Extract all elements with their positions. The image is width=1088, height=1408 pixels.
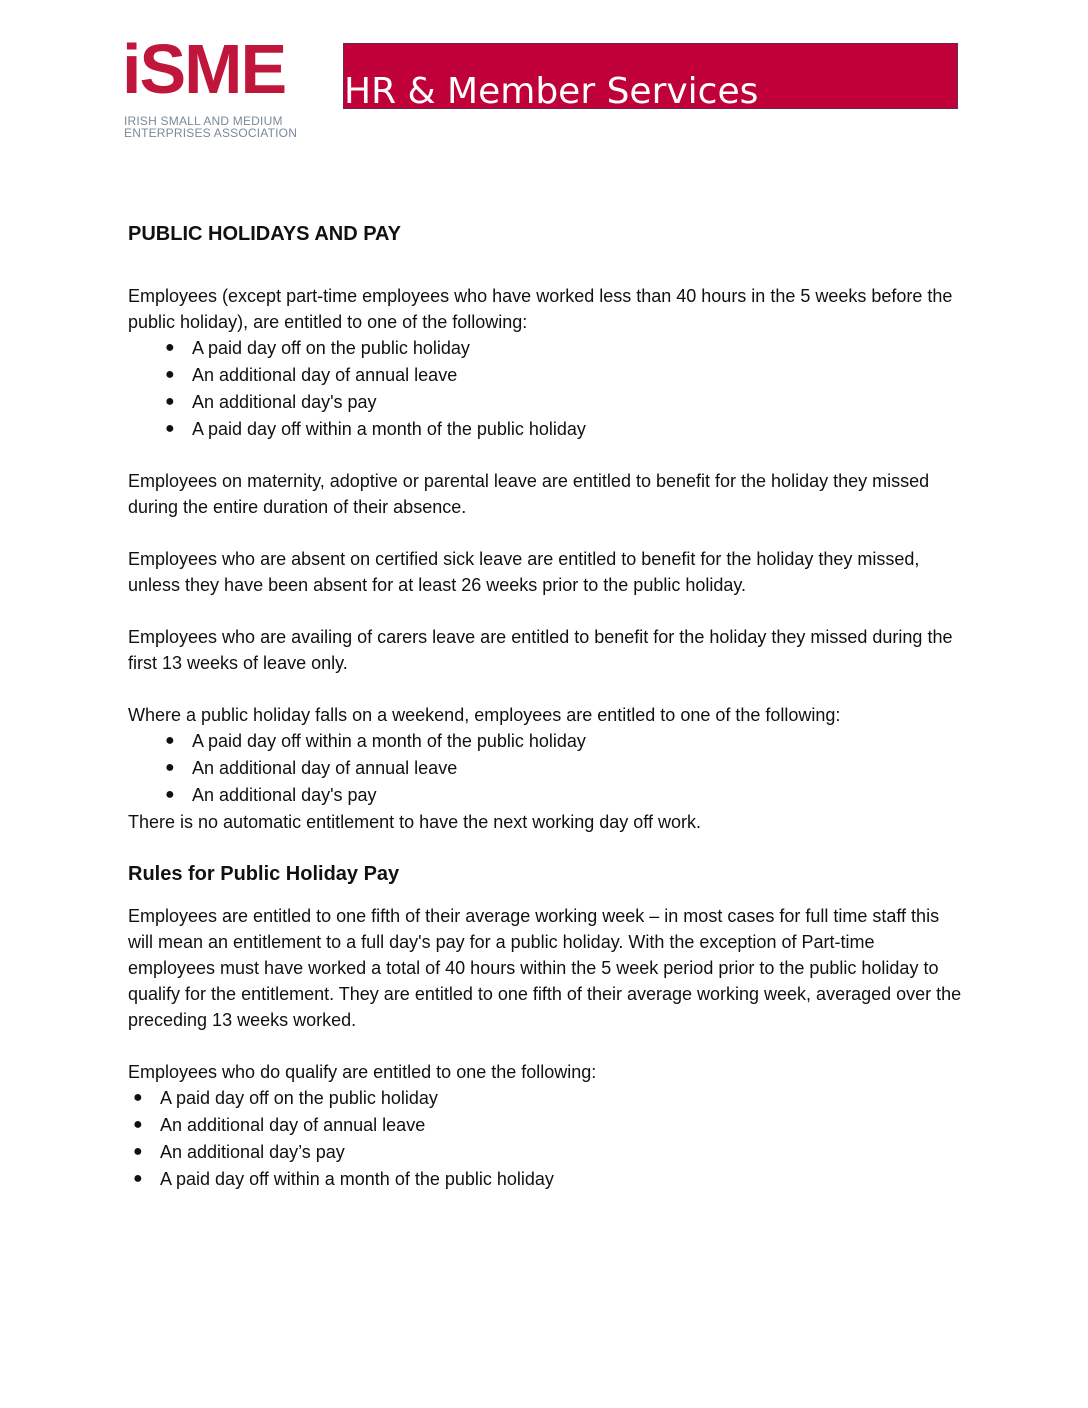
list-item: ● An additional day's pay — [192, 782, 963, 808]
list-item: ● An additional day of annual leave — [192, 362, 963, 388]
weekend-paragraph: Where a public holiday falls on a weekend, employees are entitled to one of the following: — [128, 705, 841, 725]
list-item: ● A paid day off within a month of the public holiday — [192, 728, 963, 754]
bullet-icon: ● — [133, 1143, 143, 1160]
bullet-icon: ● — [165, 732, 175, 749]
list-item: ● An additional day of annual leave — [160, 1112, 963, 1138]
bullet-icon: ● — [165, 420, 175, 437]
bullet-icon: ● — [165, 393, 175, 410]
section-heading: Rules for Public Holiday Pay — [128, 863, 400, 885]
header-banner — [343, 43, 958, 109]
sick-leave-paragraph: Employees who are absent on certified sick leave are entitled to benefit for the holiday they missed, unless they have been absent for at least 26 weeks prior to the public holiday. — [128, 549, 920, 595]
no-automatic-entitlement: There is no automatic entitlement to have the next working day off work. — [128, 812, 701, 832]
bullet-icon: ● — [165, 786, 175, 803]
isme-logo — [122, 30, 340, 143]
list-item: ● A paid day off on the public holiday — [192, 335, 963, 361]
bullet-icon: ● — [133, 1089, 143, 1106]
intro-list — [128, 335, 963, 442]
list-item: ● An additional day's pay — [192, 389, 963, 415]
list-item: ● An additional day of annual leave — [192, 755, 963, 781]
document-body — [128, 219, 963, 1193]
list-item: ● An additional day’s pay — [160, 1139, 963, 1165]
intro-paragraph: Employees (except part-time employees who have worked less than 40 hours in the 5 weeks before the public holiday), are entitled to one of the following: — [128, 286, 953, 332]
qualify-paragraph: Employees who do qualify are entitled to one the following: — [128, 1062, 597, 1082]
weekend-list — [128, 728, 963, 808]
carers-leave-paragraph: Employees who are availing of carers leave are entitled to benefit for the holiday they missed during the first 13 weeks of leave only. — [128, 627, 953, 673]
list-item: ● A paid day off within a month of the public holiday — [192, 416, 963, 442]
rules-paragraph: Employees are entitled to one fifth of their average working week – in most cases for full time staff this will mean an entitlement to a full day's pay for a public holiday. With the exception of Part-time employees must have worked a total of 40 hours within the 5 week period prior to the public holiday to qualify for the entitlement. They are entitled to one fifth of their average working week, averaged over the preceding 13 weeks worked. — [128, 906, 962, 1030]
bullet-icon: ● — [165, 366, 175, 383]
page-header — [122, 30, 958, 143]
bullet-icon: ● — [165, 759, 175, 776]
logo-wordmark: iSME — [122, 30, 286, 108]
list-item: ● A paid day off on the public holiday — [160, 1085, 963, 1111]
qualify-list — [128, 1085, 963, 1192]
page-title: PUBLIC HOLIDAYS AND PAY — [128, 223, 402, 245]
bullet-icon: ● — [133, 1116, 143, 1133]
list-item: ● A paid day off within a month of the public holiday — [160, 1166, 963, 1192]
logo-subtitle: IRISH SMALL AND MEDIUM ENTERPRISES ASSOCIATION — [124, 114, 298, 140]
bullet-icon: ● — [133, 1170, 143, 1187]
bullet-icon: ● — [165, 339, 175, 356]
banner-title: HR & Member Services — [344, 71, 759, 109]
maternity-paragraph: Employees on maternity, adoptive or parental leave are entitled to benefit for the holiday they missed during the entire duration of their absence. — [128, 471, 930, 517]
